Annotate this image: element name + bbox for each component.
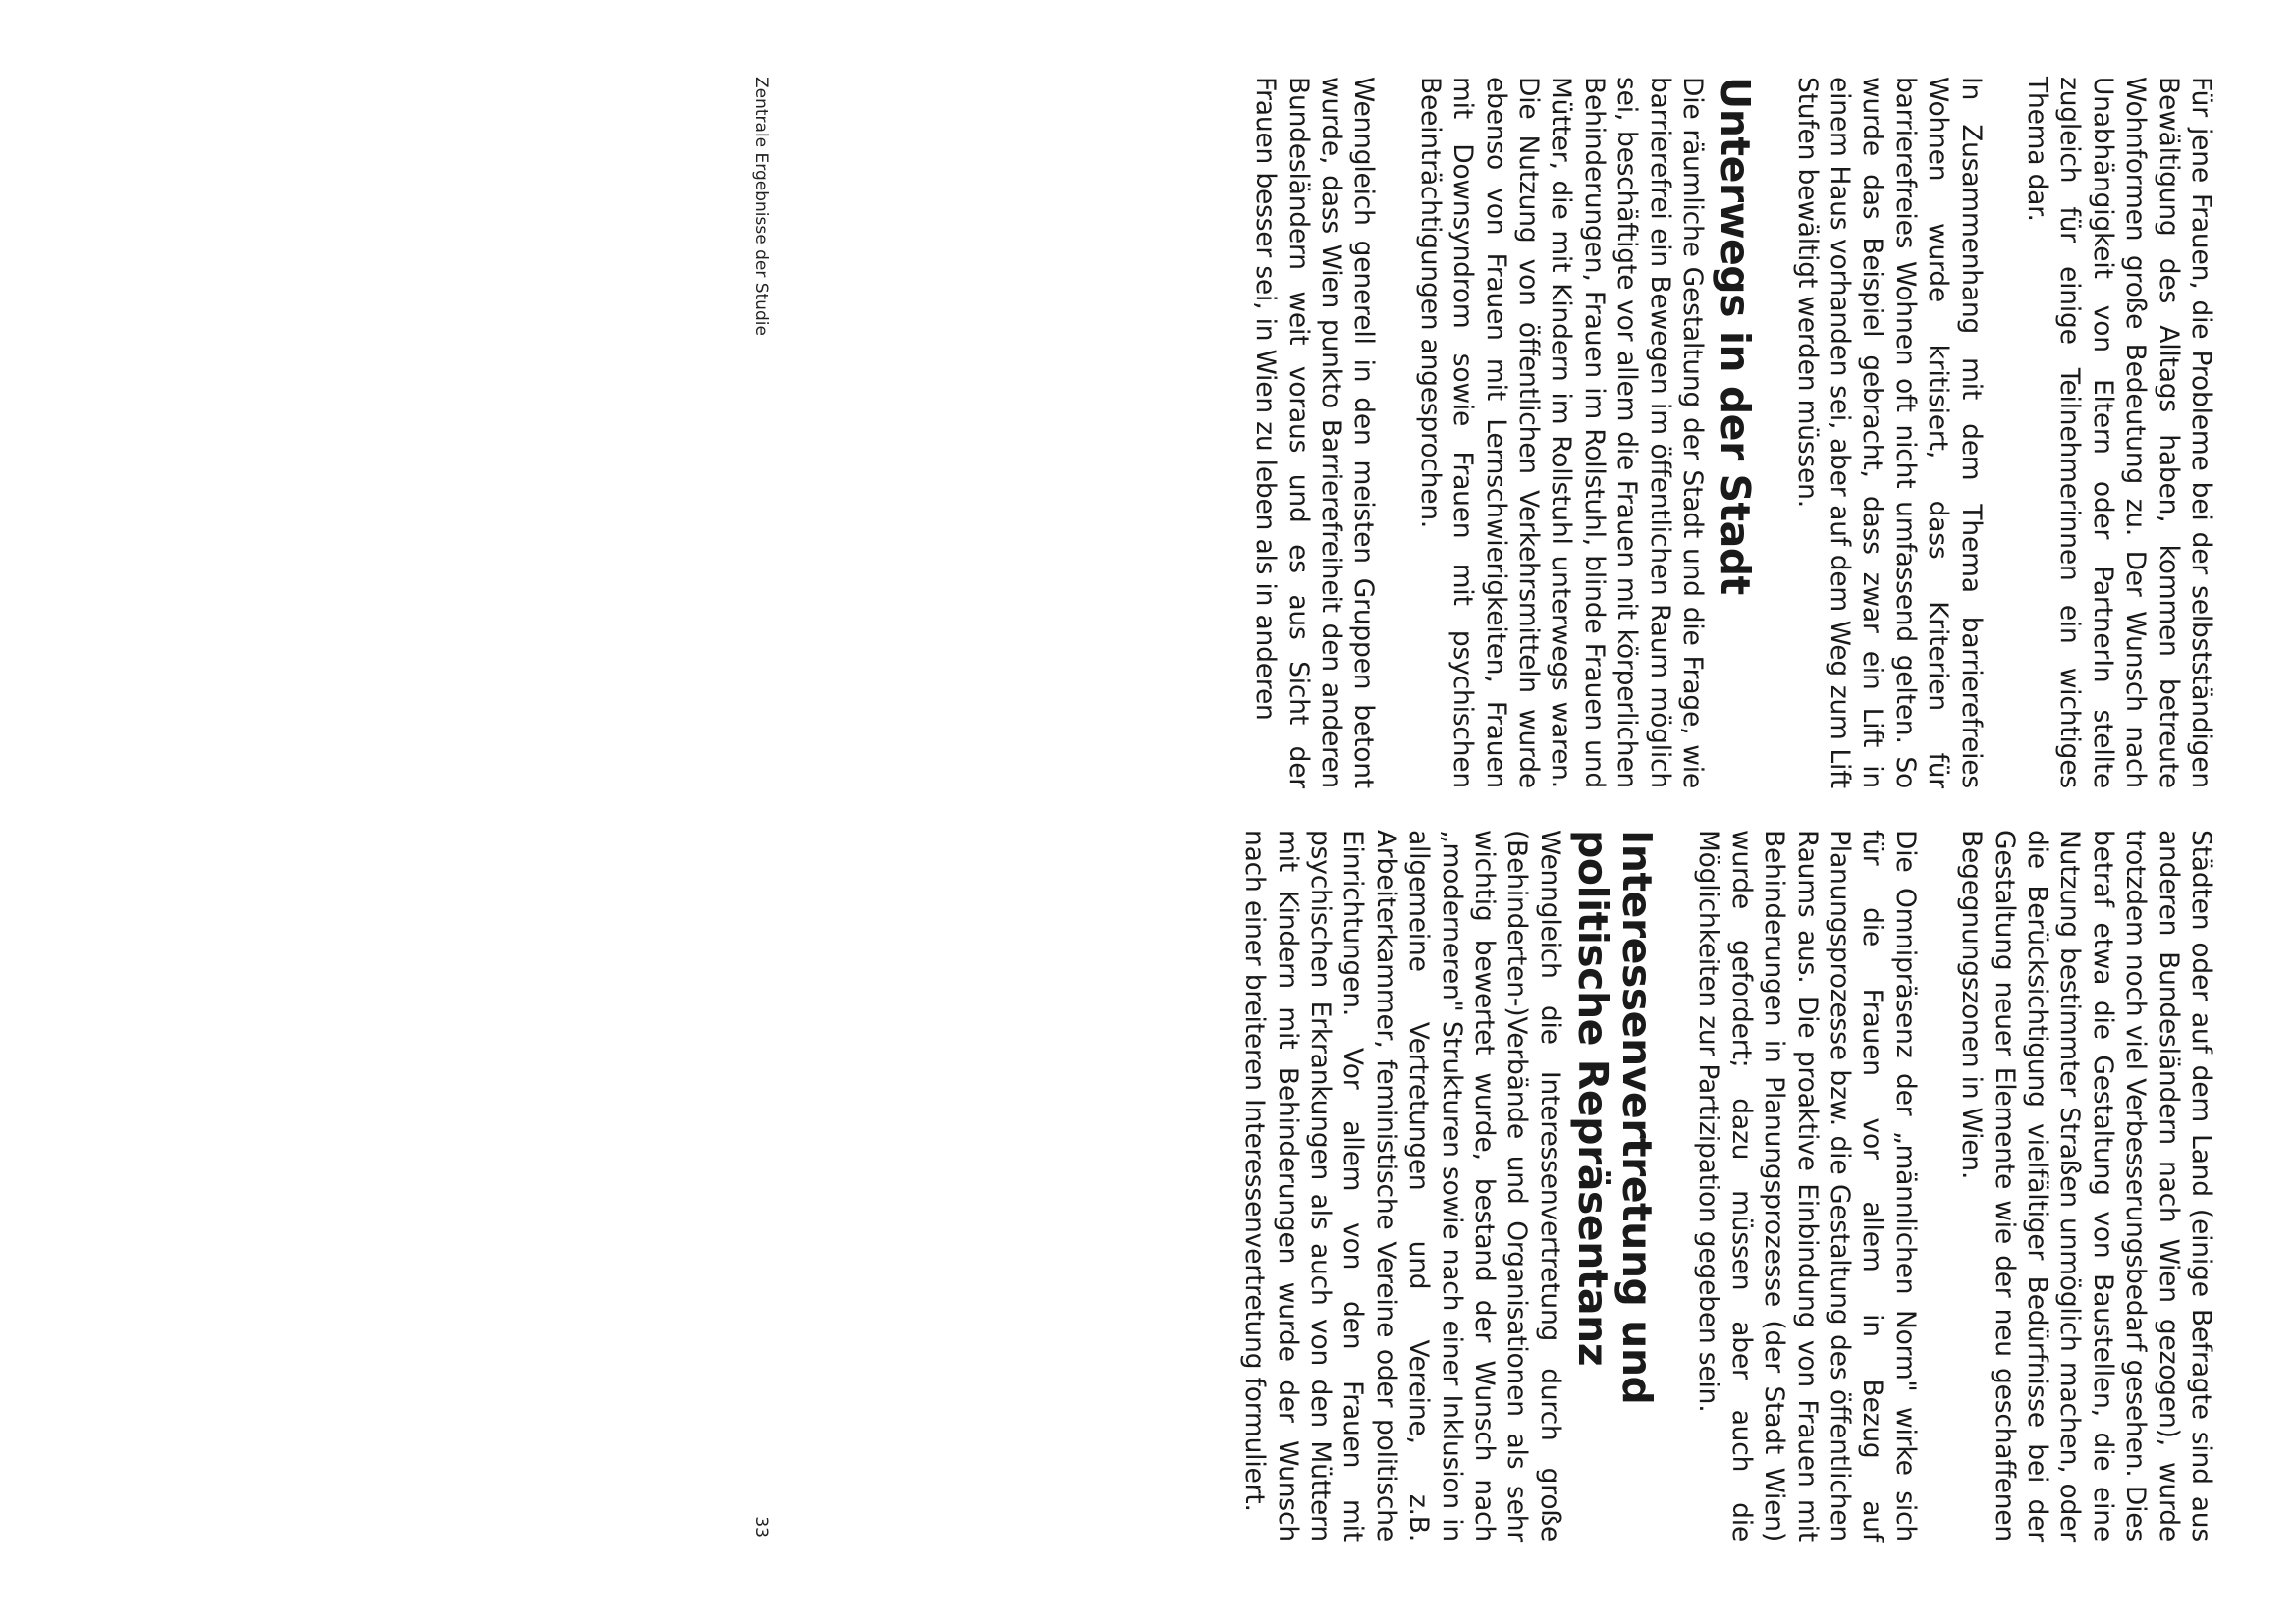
section-heading: Unterwegs in der Stadt <box>1712 77 1760 595</box>
paragraph: In Zusammenhang mit dem Thema barrierefreies Wohnen wurde kritisiert, dass Kriterien für barrierefreies Wohnen oft nicht umfassend gelten. So wurde das Beispiel gebracht, dass zwar ein Lift in einem Haus vorhanden sei, aber auf dem Weg zum Lift Stufen bewältigt werden müssen. <box>1791 77 1987 788</box>
paragraph: Für jene Frauen, die Probleme bei der selbstständigen Bewältigung des Alltags haben, kommen betreute Wohnformen große Bedeutung zu. Der Wunsch nach Unabhängigkeit von Eltern oder PartnerIn stellte zugleich für einige Teilnehmerinnen ein wichtiges Thema dar. <box>2021 77 2216 788</box>
page-number: 33 <box>751 1516 771 1538</box>
paragraph: Städten oder auf dem Land (einige Befragte sind aus anderen Bundesländern nach Wien gezogen), wurde trotzdem noch viel Verbesserungsbedarf gesehen. Dies betraf etwa die Gestaltung von Baustellen, die eine Nutzung bestimmter Straßen unmöglich machen, oder die Berücksichtigung vielfältiger Bedürfnisse bei der Gestaltung neuer Elemente wie der neu geschaffenen Begegnungszonen in Wien. <box>1956 830 2216 1542</box>
paragraph: Die räumliche Gestaltung der Stadt und die Frage, wie barrierefrei ein Bewegen im öffentlichen Raum möglich sei, beschäftigte vor allem die Frauen mit körperlichen Behinderungen, Frauen im Rollstuhl, blinde Frauen und Mütter, die mit Kindern im Rollstuhl unterwegs waren. Die Nutzung von öffentlichen Verkehrsmitteln wurde ebenso von Frauen mit Lernschwierigkeiten, Frauen mit Downsyndrom sowie Frauen mit psychischen Beeinträchtigungen angesprochen. <box>1414 77 1709 788</box>
paragraph: Die Omnipräsenz der „männlichen Norm" wirke sich für die Frauen vor allem in Bezug auf Planungsprozesse bzw. die Gestaltung des öffentlichen Raums aus. Die proaktive Einbindung von Frauen mit Behinderungen in Planungsprozesse (der Stadt Wien) wurde gefordert; dazu müssen aber auch die Möglichkeiten zur Partizipation gegeben sein. <box>1693 830 1921 1542</box>
section-heading: Interessenvertretung und politische Repräsentanz <box>1568 830 1661 1405</box>
text-column-left <box>1216 77 2217 788</box>
paragraph: Wenngleich die Interessenvertretung durch große (Behinderten-)Verbände und Organisationen als sehr wichtig bewertet wurde, bestand der Wunsch nach „moderneren" Strukturen sowie nach einer Inklusion in allgemeine Vertretungen und Vereine, z.B. Arbeiterkammer, feministische Vereine oder politische Einrichtungen. Vor allem von den Frauen mit psychischen Erkrankungen als auch von den Müttern mit Kindern mit Behinderungen wurde der Wunsch nach einer breiteren Interessenvertretung formuliert. <box>1239 830 1565 1542</box>
footer-section-title: Zentrale Ergebnisse der Studie <box>751 77 771 336</box>
paragraph: Wenngleich generell in den meisten Gruppen betont wurde, dass Wien punkto Barrierefreiheit den anderen Bundesländern weit voraus und es aus Sicht der Frauen besser sei, in Wien zu leben als in anderen <box>1250 77 1380 788</box>
text-column-right <box>1205 830 2217 1542</box>
